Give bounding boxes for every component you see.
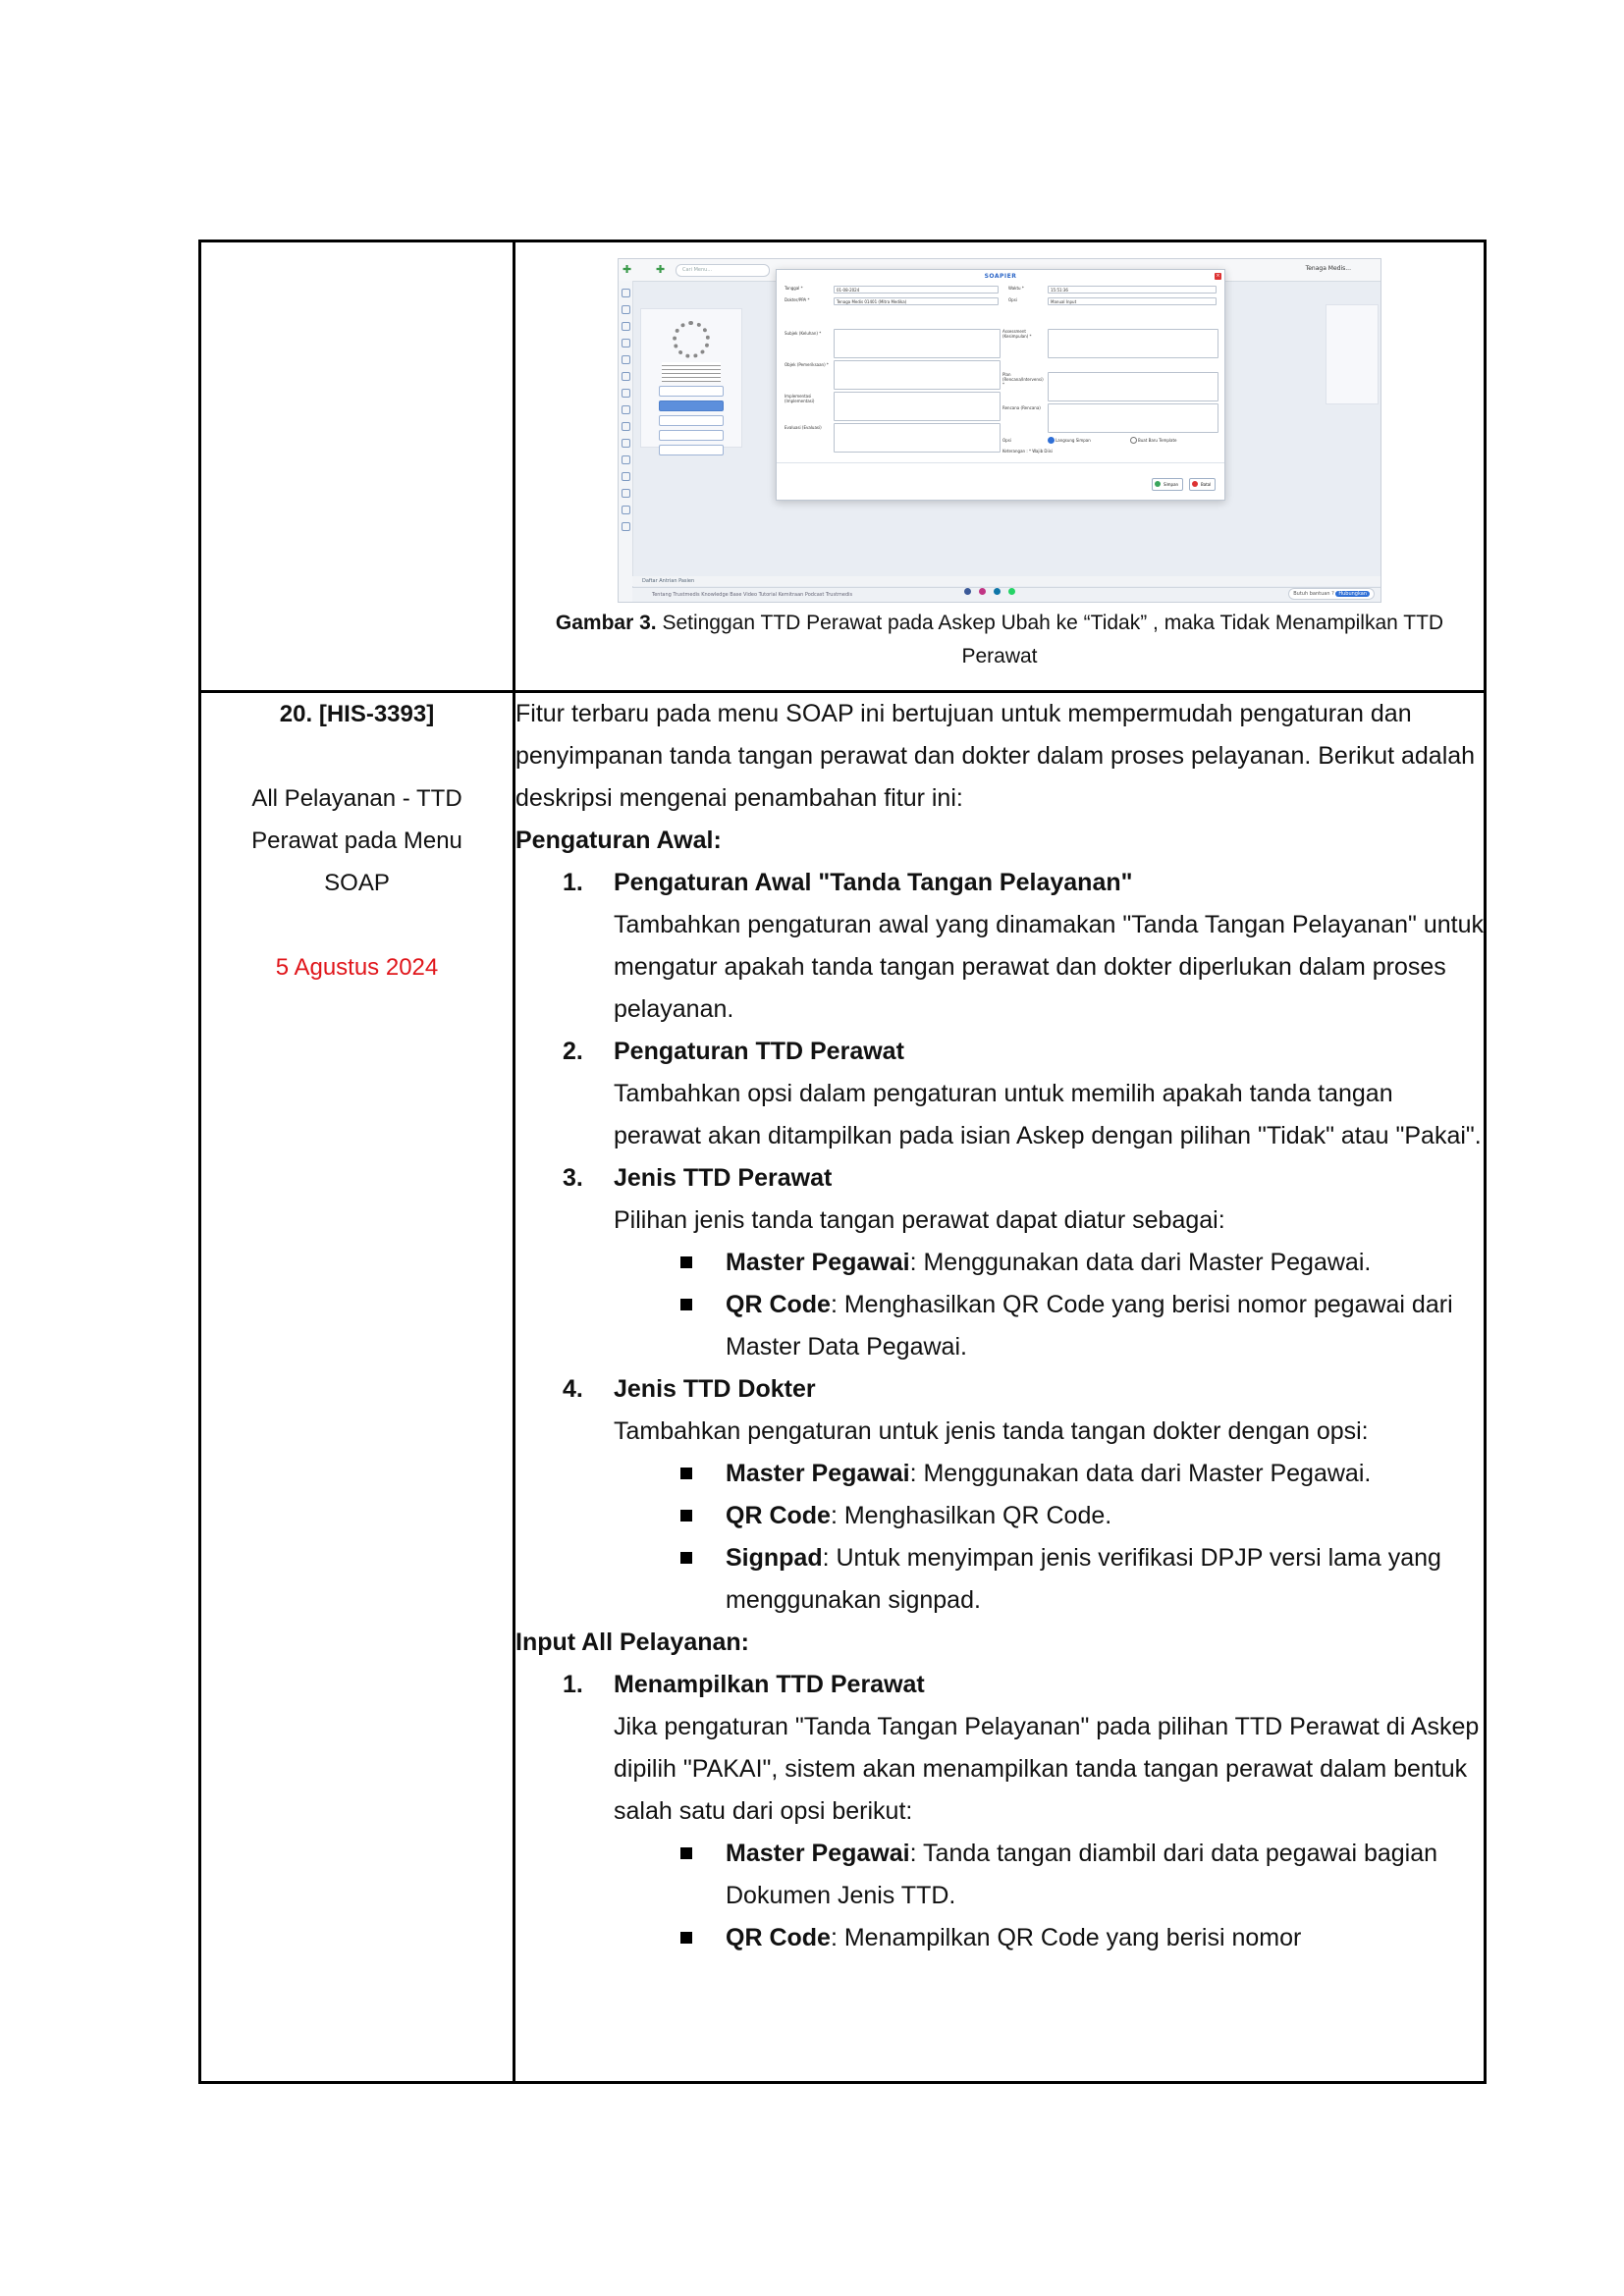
footer-bar: Daftar Antrian Pasien [632,576,1380,586]
bed-icon[interactable] [622,422,630,431]
screenshot-figure [618,258,1381,603]
bullet-square-icon [680,1932,692,1944]
evaluasi-label: Evaluasi (Evaluasi) [785,425,822,430]
rencana-label: Rencana (Rencana) [1002,405,1041,410]
pill-icon[interactable] [622,389,630,398]
bullet-item [515,1453,1484,1495]
section-heading-1: Pengaturan Awal: [515,827,722,854]
panel-button[interactable] [659,386,724,397]
waktu-field[interactable]: 15:51:36 [1048,286,1217,294]
app-logo-icon: ✚ [623,263,632,276]
item-number: 2. [563,1038,583,1065]
bullet-square-icon [680,1510,692,1522]
help-text: Butuh bantuan ? [1293,591,1334,597]
bullet-square-icon [680,1256,692,1268]
assessment-textarea[interactable] [1048,329,1218,358]
soapier-modal [776,269,1225,501]
list-item [515,862,1484,1031]
feature-title-line2: Perawat pada Menu [251,828,462,854]
bullet-item [515,1495,1484,1537]
feature-title-line3: SOAP [324,870,390,896]
item-title: Pengaturan TTD Perawat [614,1038,904,1065]
social-icons [964,580,1018,599]
bullet-term: QR Code [726,1924,831,1951]
item-text: Jika pengaturan "Tanda Tangan Pelayanan" pada pilihan TTD Perawat di Askep dipilih "PAKAI", sistem akan menampilkan tanda tangan perawat dalam bentuk salah satu dari opsi berikut: [614,1713,1480,1825]
panel-button[interactable] [659,430,724,441]
spacer [201,904,513,946]
figure-caption [535,607,1464,673]
bullet-term: QR Code [726,1291,831,1318]
item-number: 4. [563,1375,583,1403]
report-icon[interactable] [622,405,630,414]
item-text: Tambahkan opsi dalam pengaturan untuk memilih apakah tanda tangan perawat akan ditampilkan pada isian Askep dengan pilihan "Tidak" atau "Pakai". [614,1080,1482,1149]
radio2-label: Buat Baru Template [1138,438,1177,443]
keterangan-text: Keterangan : * Wajib Diisi [1002,449,1053,454]
objek-label: Objek (Pemeriksaan) * [785,362,829,367]
assessment-label: Assessment (Kesimpulan) * [1002,329,1032,339]
dokter-label: Dokter/PPA * [785,297,810,302]
bullet-square-icon [680,1552,692,1564]
content-row [200,692,1486,2083]
objek-textarea[interactable] [834,360,1001,390]
empty-left-cell [200,241,514,692]
bullet-text: : Menggunakan data dari Master Pegawai. [909,1460,1372,1487]
bullet-square-icon [680,1299,692,1310]
implementasi-label: Implementasi (Implementasi) [785,394,815,403]
subjek-textarea[interactable] [834,329,1001,358]
simpan-button[interactable] [1152,478,1183,491]
facebook-icon[interactable] [964,588,971,595]
bullet-text: : Menghasilkan QR Code. [830,1502,1112,1529]
help-widget[interactable] [1288,588,1375,600]
opsi-radio-label: Opsi [1002,438,1011,443]
bullet-square-icon [680,1847,692,1859]
help-button[interactable]: Hubungkan [1335,591,1370,597]
figure-row [200,241,1486,692]
item-text: Tambahkan pengaturan untuk jenis tanda tangan dokter dengan opsi: [614,1417,1369,1445]
right-panel [1326,304,1379,404]
bullet-text: : Menghasilkan QR Code yang berisi nomor pegawai dari Master Data Pegawai. [726,1291,1453,1361]
list-item [515,1664,1484,1833]
patient-panel [640,308,742,448]
bullet-term: Master Pegawai [726,1840,910,1867]
panel-button[interactable] [659,415,724,426]
panel-button[interactable] [659,445,724,455]
panel-button-active[interactable] [659,400,724,411]
item-text: Pilihan jenis tanda tangan perawat dapat diatur sebagai: [614,1206,1225,1234]
app-logo-icon: ✚ [656,263,666,276]
bullet-item [515,1833,1484,1917]
item-title: Menampilkan TTD Perawat [614,1671,925,1698]
phone-icon[interactable] [622,472,630,481]
ticket-id: 20. [HIS-3393] [279,701,435,727]
caption-text: Setinggan TTD Perawat pada Askep Ubah ke “Tidak” , maka Tidak Menampilkan TTD Perawat [656,612,1444,667]
flask-icon[interactable] [622,372,630,381]
section-heading-2: Input All Pelayanan: [515,1629,750,1656]
rencana-textarea[interactable] [1048,403,1218,433]
feature-info-cell [200,692,514,2083]
bullet-item [515,1537,1484,1622]
feature-description-cell [514,692,1486,2083]
caption-label: Gambar 3. [555,612,657,634]
release-date: 5 Agustus 2024 [275,954,439,981]
bullet-term: QR Code [726,1502,831,1529]
list-item [515,1031,1484,1157]
linkedin-icon[interactable] [994,588,1001,595]
item-number: 3. [563,1164,583,1192]
bullet-text: : Untuk menyimpan jenis verifikasi DPJP versi lama yang menggunakan signpad. [726,1544,1441,1614]
user-icon[interactable] [622,355,630,364]
bullet-text: : Tanda tangan diambil dari data pegawai bagian Dokumen Jenis TTD. [726,1840,1438,1909]
instagram-icon[interactable] [979,588,986,595]
radio1-label: Langsung Simpan [1056,438,1091,443]
tanggal-label: Tanggal * [785,286,803,291]
tanggal-field[interactable]: 01-08-2024 [834,286,999,294]
item-title: Jenis TTD Perawat [614,1164,833,1192]
bullet-term: Master Pegawai [726,1249,910,1276]
evaluasi-textarea[interactable] [834,423,1001,453]
user-name[interactable]: Tenaga Medis... [1305,265,1351,272]
plus-icon[interactable] [622,439,630,448]
bullet-item [515,1917,1484,1959]
spacer [201,735,513,777]
footer-links[interactable]: Tentang Trustmedis Knowledge Base Video Tutorial Kemitraan Podcast Trustmedis [632,587,1380,602]
patient-info-lines [662,362,721,382]
batal-label: Batal [1201,482,1212,487]
home-icon[interactable] [622,305,630,314]
opsi-select[interactable]: Manual Input [1048,297,1217,305]
bullet-text: : Menampilkan QR Code yang berisi nomor [830,1924,1302,1951]
menu-icon[interactable] [622,289,630,297]
plan-textarea[interactable] [1048,372,1218,401]
intro-paragraph: Fitur terbaru pada menu SOAP ini bertujuan untuk mempermudah pengaturan dan penyimpanan tanda tangan perawat dan dokter dalam proses pelayanan. Berikut adalah deskripsi mengenai penambahan fitur ini: [515,700,1476,812]
simpan-label: Simpan [1164,482,1179,487]
bullet-term: Master Pegawai [726,1460,910,1487]
item-title: Pengaturan Awal "Tanda Tangan Pelayanan" [614,869,1133,896]
opsi-label: Opsi [1008,297,1017,302]
bullet-term: Signpad [726,1544,823,1572]
bullet-item [515,1242,1484,1284]
radio-buat-template[interactable] [1130,437,1137,444]
waktu-label: Waktu * [1008,286,1024,291]
whatsapp-icon[interactable] [1008,588,1015,595]
list-item [515,1157,1484,1242]
item-text: Tambahkan pengaturan awal yang dinamakan "Tanda Tangan Pelayanan" untuk mengatur apakah tanda tangan perawat dan dokter diperlukan dalam proses pelayanan. [614,911,1484,1023]
batal-button[interactable] [1189,478,1216,491]
bullet-item [515,1284,1484,1368]
modal-title: SOAPIER [984,273,1017,280]
save-icon [1155,481,1161,487]
calendar-icon[interactable] [622,339,630,347]
patient-icon[interactable] [622,322,630,331]
feature-title-line1: All Pelayanan - TTD [251,785,462,812]
bullet-square-icon [680,1468,692,1479]
chart-icon[interactable] [622,455,630,464]
dokter-select[interactable]: Tenaga Medis 01401 (Mitra Medika) [834,297,999,305]
close-icon[interactable]: × [1216,273,1220,279]
plan-label: Plan (Rencana/Intervensi) * [1002,372,1044,387]
globe-icon[interactable] [622,489,630,498]
loading-spinner-icon [673,321,710,358]
document-table [198,240,1487,2084]
app-sidebar [619,281,633,602]
bullet-text: : Menggunakan data dari Master Pegawai. [909,1249,1372,1276]
subjek-label: Subjek (Keluhan) * [785,331,822,336]
implementasi-textarea[interactable] [834,392,1001,421]
document-icon[interactable] [622,506,630,514]
modal-divider [777,462,1224,463]
cancel-icon [1192,481,1198,487]
item-title: Jenis TTD Dokter [614,1375,816,1403]
list-item [515,1368,1484,1453]
figure-cell [514,241,1486,692]
radio-langsung-simpan[interactable] [1048,437,1055,444]
item-number: 1. [563,869,583,896]
item-number: 1. [563,1671,583,1698]
settings-icon[interactable] [622,522,630,531]
menu-search-input[interactable]: Cari Menu... [676,264,770,277]
